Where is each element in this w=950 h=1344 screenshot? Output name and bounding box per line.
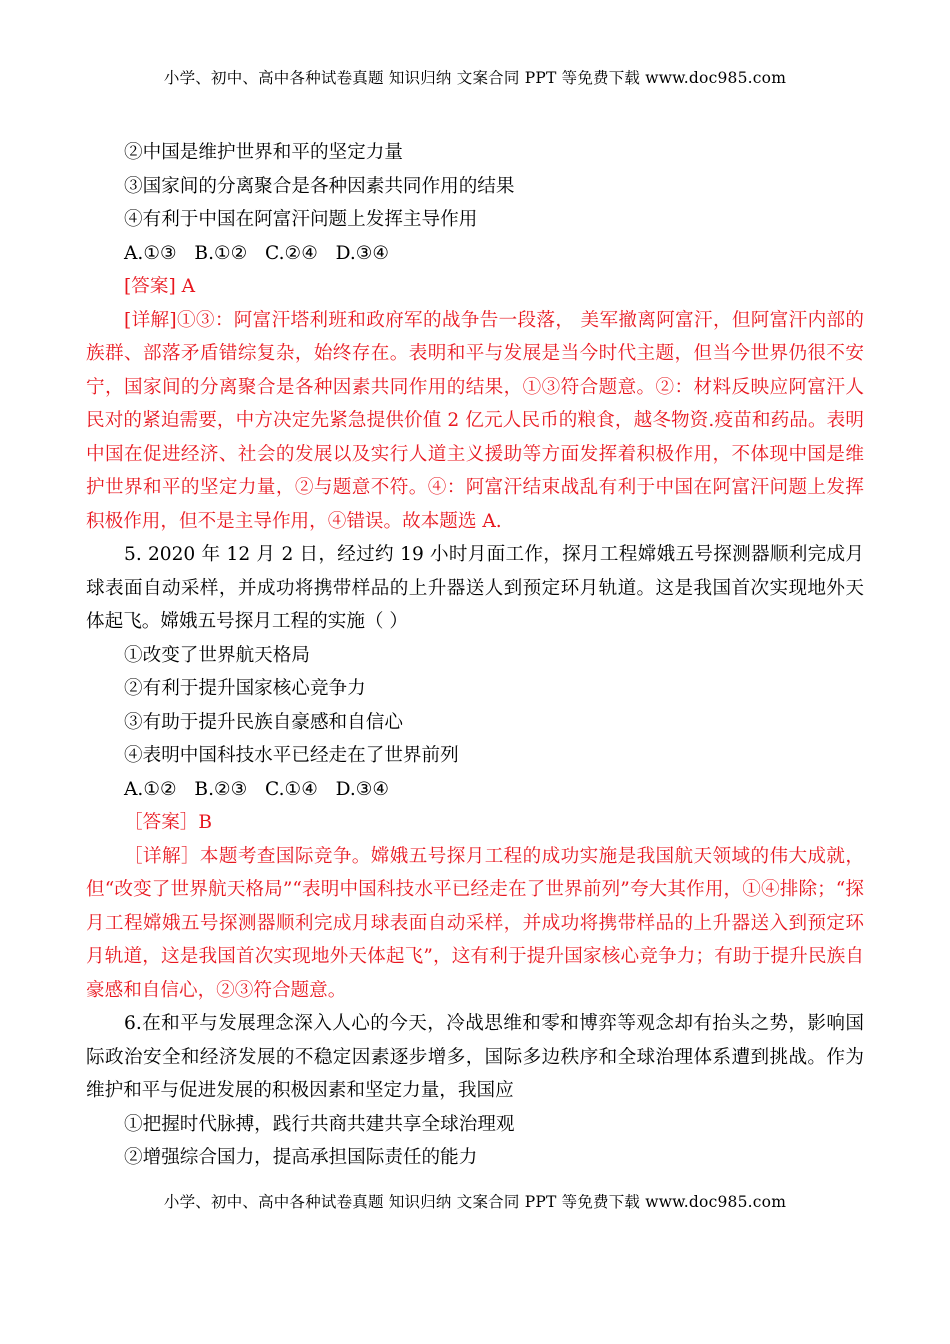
document-body bbox=[86, 136, 864, 1175]
page-header: 小学、初中、高中各种试卷真题 知识归纳 文案合同 PPT 等免费下载 www.doc985.com bbox=[163, 69, 787, 87]
q6-option-1: ①把握时代脉搏，践行共商共建共享全球治理观 bbox=[124, 1113, 515, 1135]
q5-option-3: ③有助于提升民族自豪感和自信心 bbox=[124, 711, 403, 733]
q6-option-2: ②增强综合国力，提高承担国际责任的能力 bbox=[124, 1147, 478, 1168]
q5-option-2: ②有利于提升国家核心竞争力 bbox=[124, 678, 366, 699]
q4-option-4: ④有利于中国在阿富汗问题上发挥主导作用 bbox=[124, 209, 478, 230]
q5-choices: A.①② B.②③ C.①④ D.③④ bbox=[124, 778, 390, 800]
q4-choices: A.①③ B.①② C.②④ D.③④ bbox=[124, 242, 390, 264]
q6-stem: 6.在和平与发展理念深入人心的今天，冷战思维和零和博弈等观念却有抬头之势，影响国际政治安全和经济发展的不稳定因素逐步增多，国际多边秩序和全球治理体系遭到挑战。作为维护和平与促进发展的积极因素和坚定力量，我国应 bbox=[86, 1013, 864, 1101]
q5-explanation: ［详解］本题考查国际竞争。嫦娥五号探月工程的成功实施是我国航天领域的伟大成就，但“改变了世界航天格局”“表明中国科技水平已经走在了世界前列”夸大其作用，①④排除；“探月工程嫦娥五号探测器顺利完成月球表面自动采样，并成功将携带样品的上升器送入到预定环月轨道，这是我国首次实现地外天体起飞”，这有利于提升国家核心竞争力；有助于提升民族自豪感和自信心，②③符合题意。 bbox=[86, 845, 864, 1001]
q5-answer: ［答案］B bbox=[124, 812, 213, 833]
q4-option-3: ③国家间的分离聚合是各种因素共同作用的结果 bbox=[124, 175, 515, 197]
q5-option-4: ④表明中国科技水平已经走在了世界前列 bbox=[124, 745, 459, 766]
q4-explanation: [详解]①③：阿富汗塔利班和政府军的战争告一段落， 美军撤离阿富汗，但阿富汗内部的族群、部落矛盾错综复杂，始终存在。表明和平与发展是当今时代主题，但当今世界仍很不安宁，国家间的分离聚合是各种因素共同作用的结果，①③符合题意。②：材料反映应阿富汗人民对的紧迫需要，中方决定先紧急提供价值 2 亿元人民币的粮食，越冬物资.疫苗和药品。表明中国在促进经济、社会的发展以及实行人道主义援助等方面发挥着积极作用，不体现中国是维护世界和平的坚定力量，②与题意不符。④：阿富汗结束战乱有利于中国在阿富汗问题上发挥积极作用，但不是主导作用，④错误。故本题选 A. bbox=[86, 309, 864, 532]
page-footer: 小学、初中、高中各种试卷真题 知识归纳 文案合同 PPT 等免费下载 www.doc985.com bbox=[163, 1193, 787, 1211]
q4-option-2: ②中国是维护世界和平的坚定力量 bbox=[124, 142, 403, 163]
q5-stem: 5. 2020 年 12 月 2 日，经过约 19 小时月面工作，探月工程嫦娥五号探测器顺利完成月球表面自动采样，并成功将携带样品的上升器送人到预定环月轨道。这是我国首次实现地外天体起飞。嫦娥五号探月工程的实施（ ） bbox=[86, 544, 864, 632]
q4-answer: [答案] A bbox=[124, 276, 196, 297]
q5-option-1: ①改变了世界航天格局 bbox=[124, 644, 310, 666]
